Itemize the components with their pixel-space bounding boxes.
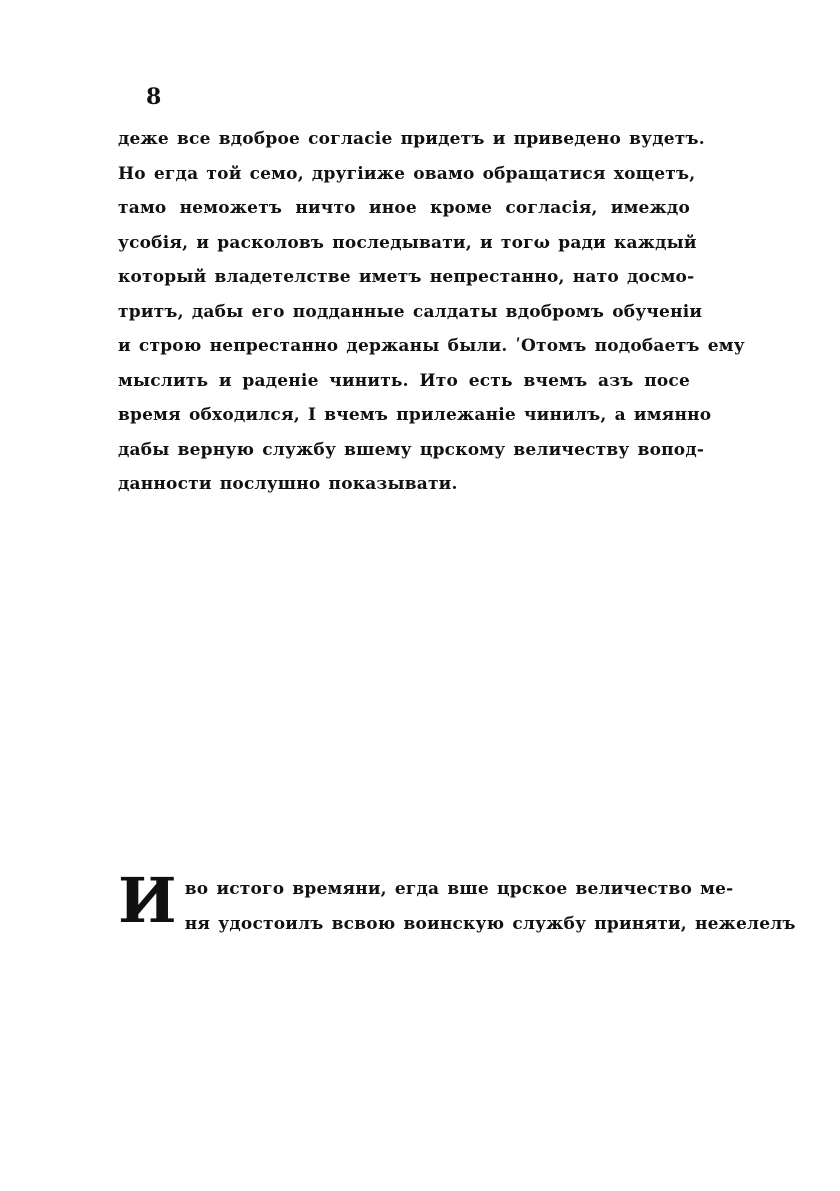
text-line: тамо неможетъ ничто иное кроме согласія, имеждо	[118, 198, 690, 218]
text-line: дабы верную службу вшему црскому величеству вопод-	[118, 439, 705, 460]
text-line: Но егда той семо, другіиже овамо обращатися хощетъ,	[118, 163, 696, 184]
text-line: мыслить и раденіе чинить. Ито есть вчемъ азъ посе	[118, 370, 690, 391]
page-number: 8	[146, 84, 162, 110]
paragraph-1	[118, 122, 745, 502]
text-line: деже все вдоброе согласіе придетъ и приведено вудетъ.	[118, 129, 705, 149]
text-line: во истого времяни, егда вше црское величество ме-	[184, 879, 734, 899]
text-line: и строю непрестанно держаны были. ʹОтомъ подобаетъ ему	[118, 336, 745, 356]
paragraph-2	[118, 864, 796, 941]
text-line: который владетелстве иметъ непрестанно, нато досмо-	[118, 267, 695, 287]
text-line: ня удостоилъ всвою воинскую службу приняти, нежелелъ	[184, 913, 796, 934]
text-line: усобія, и расколовъ последывати, и тогω ради каждый	[118, 232, 697, 253]
drop-cap: И	[118, 864, 177, 937]
text-line: данности послушно показывати.	[118, 474, 458, 494]
text-line: время обходился, Ι вчемъ прилежаніе чинилъ, а имянно	[118, 405, 712, 425]
text-line: тритъ, дабы его подданные салдаты вдобромъ обученіи	[118, 301, 703, 322]
